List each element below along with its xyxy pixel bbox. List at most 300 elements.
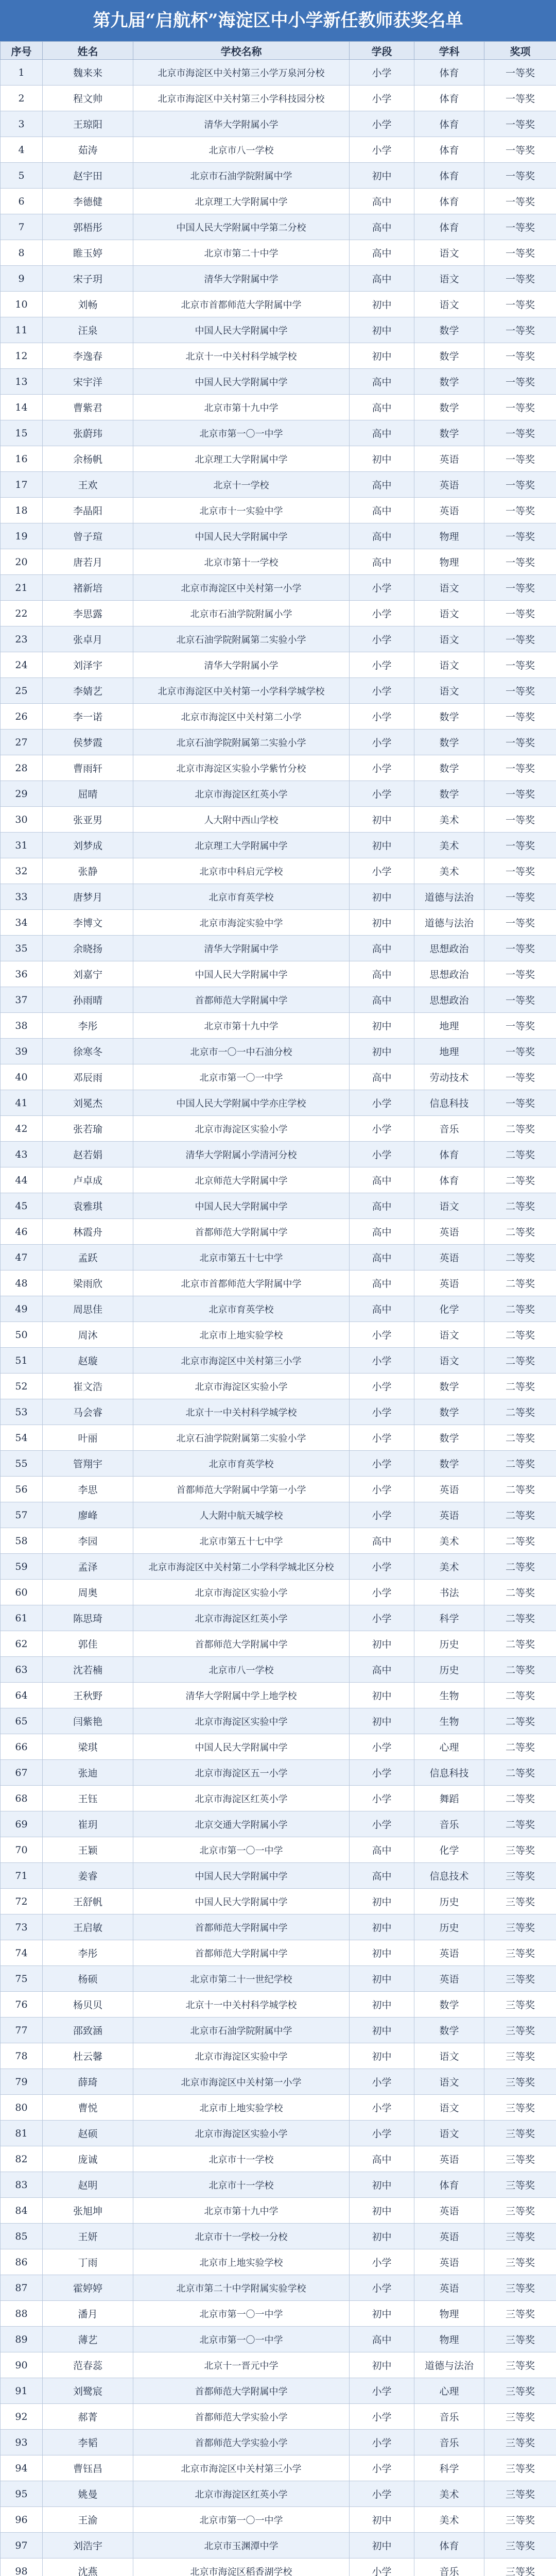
cell-number: 63 [1, 1657, 43, 1683]
cell-stage: 高中 [350, 1219, 414, 1245]
cell-award: 二等奖 [484, 1502, 556, 1528]
cell-school: 北京石油学院附属第二实验小学 [133, 1425, 350, 1451]
cell-subject: 道德与法治 [414, 910, 484, 936]
cell-stage: 小学 [350, 1116, 414, 1142]
cell-name: 张旭坤 [43, 2198, 133, 2224]
cell-name: 魏来来 [43, 60, 133, 86]
table-row [1, 1708, 556, 1734]
cell-stage: 高中 [350, 1245, 414, 1270]
cell-school: 北京市海淀区中关村第一小学 [133, 575, 350, 601]
cell-school: 北京市海淀区红英小学 [133, 781, 350, 807]
cell-stage: 高中 [350, 1863, 414, 1889]
cell-subject: 物理 [414, 549, 484, 575]
cell-subject: 思想政治 [414, 936, 484, 961]
cell-stage: 初中 [350, 1914, 414, 1940]
cell-school: 人大附中西山学校 [133, 807, 350, 833]
cell-subject: 地理 [414, 1013, 484, 1039]
cell-school: 北京市第一〇一中学 [133, 2327, 350, 2352]
cell-stage: 小学 [350, 137, 414, 163]
cell-award: 一等奖 [484, 343, 556, 369]
cell-stage: 初中 [350, 2198, 414, 2224]
cell-award: 一等奖 [484, 214, 556, 240]
cell-subject: 英语 [414, 1245, 484, 1270]
cell-award: 一等奖 [484, 60, 556, 86]
cell-subject: 语文 [414, 575, 484, 601]
cell-stage: 小学 [350, 626, 414, 652]
table-row [1, 936, 556, 961]
cell-award: 一等奖 [484, 369, 556, 395]
cell-subject: 美术 [414, 2507, 484, 2533]
cell-subject: 音乐 [414, 2430, 484, 2455]
cell-school: 北京市海淀区中关村第三小学万泉河分校 [133, 60, 350, 86]
cell-number: 91 [1, 2378, 43, 2404]
cell-name: 周沐 [43, 1322, 133, 1348]
cell-name: 管翔宇 [43, 1451, 133, 1477]
table-row [1, 2249, 556, 2275]
cell-school: 北京市海淀区中关村第二小学 [133, 704, 350, 730]
cell-school: 中国人民大学附属中学 [133, 1863, 350, 1889]
cell-school: 北京市首都师范大学附属中学 [133, 292, 350, 317]
cell-stage: 初中 [350, 343, 414, 369]
cell-subject: 数学 [414, 1451, 484, 1477]
table-row [1, 1657, 556, 1683]
cell-subject: 数学 [414, 1374, 484, 1399]
cell-stage: 高中 [350, 472, 414, 498]
cell-number: 10 [1, 292, 43, 317]
cell-award: 一等奖 [484, 189, 556, 214]
cell-name: 李园 [43, 1528, 133, 1554]
cell-stage: 小学 [350, 1734, 414, 1760]
cell-number: 64 [1, 1683, 43, 1708]
cell-school: 首都师范大学附属中学 [133, 1914, 350, 1940]
table-row [1, 1374, 556, 1399]
cell-subject: 美术 [414, 858, 484, 884]
cell-school: 北京市海淀区红英小学 [133, 1605, 350, 1631]
cell-number: 69 [1, 1811, 43, 1837]
cell-name: 李思 [43, 1477, 133, 1502]
cell-award: 二等奖 [484, 1477, 556, 1502]
table-row [1, 1296, 556, 1322]
cell-subject: 道德与法治 [414, 2352, 484, 2378]
cell-name: 薛琦 [43, 2069, 133, 2095]
cell-school: 北京石油学院附属第二实验小学 [133, 626, 350, 652]
cell-subject: 数学 [414, 317, 484, 343]
cell-stage: 高中 [350, 2327, 414, 2352]
cell-subject: 英语 [414, 2224, 484, 2249]
cell-name: 李逸春 [43, 343, 133, 369]
cell-number: 76 [1, 1992, 43, 2018]
cell-award: 一等奖 [484, 266, 556, 292]
table-row [1, 2533, 556, 2558]
cell-subject: 英语 [414, 2249, 484, 2275]
cell-subject: 生物 [414, 1708, 484, 1734]
cell-award: 三等奖 [484, 2327, 556, 2352]
table-row [1, 1116, 556, 1142]
cell-subject: 数学 [414, 755, 484, 781]
cell-stage: 高中 [350, 1657, 414, 1683]
cell-number: 65 [1, 1708, 43, 1734]
cell-award: 一等奖 [484, 1064, 556, 1090]
cell-number: 93 [1, 2430, 43, 2455]
cell-school: 北京市上地实验学校 [133, 2249, 350, 2275]
cell-name: 沈若楠 [43, 1657, 133, 1683]
cell-award: 一等奖 [484, 446, 556, 472]
cell-name: 李一诺 [43, 704, 133, 730]
header-number: 序号 [1, 42, 43, 60]
cell-stage: 初中 [350, 1992, 414, 2018]
cell-award: 三等奖 [484, 2018, 556, 2043]
cell-school: 北京十一中关村科学城学校 [133, 1399, 350, 1425]
cell-name: 梁雨欣 [43, 1270, 133, 1296]
cell-subject: 语文 [414, 292, 484, 317]
table-row [1, 1734, 556, 1760]
cell-school: 北京市海淀区实验小学 [133, 2121, 350, 2146]
cell-school: 清华大学附属中学 [133, 266, 350, 292]
cell-name: 徐寒冬 [43, 1039, 133, 1064]
cell-number: 32 [1, 858, 43, 884]
cell-stage: 高中 [350, 1167, 414, 1193]
cell-school: 北京市海淀区红英小学 [133, 2481, 350, 2507]
cell-number: 98 [1, 2558, 43, 2576]
cell-name: 王钰 [43, 1786, 133, 1811]
cell-award: 三等奖 [484, 2430, 556, 2455]
cell-name: 李韬 [43, 2430, 133, 2455]
header-stage: 学段 [350, 42, 414, 60]
cell-name: 潘月 [43, 2301, 133, 2327]
cell-subject: 英语 [414, 2275, 484, 2301]
cell-stage: 小学 [350, 1811, 414, 1837]
cell-stage: 小学 [350, 1142, 414, 1167]
cell-school: 北京市玉渊潭中学 [133, 2533, 350, 2558]
cell-award: 三等奖 [484, 2249, 556, 2275]
cell-subject: 英语 [414, 1502, 484, 1528]
table-row [1, 266, 556, 292]
cell-award: 三等奖 [484, 2301, 556, 2327]
table-row [1, 704, 556, 730]
cell-award: 二等奖 [484, 1425, 556, 1451]
cell-subject: 语文 [414, 240, 484, 266]
cell-school: 首都师范大学附属中学 [133, 2378, 350, 2404]
table-row [1, 1167, 556, 1193]
table-row [1, 1502, 556, 1528]
table-row [1, 420, 556, 446]
cell-award: 三等奖 [484, 2404, 556, 2430]
cell-subject: 音乐 [414, 2558, 484, 2576]
cell-school: 北京市石油学院附属中学 [133, 2018, 350, 2043]
cell-stage: 高中 [350, 1296, 414, 1322]
cell-stage: 小学 [350, 111, 414, 137]
cell-name: 王秋野 [43, 1683, 133, 1708]
cell-stage: 初中 [350, 807, 414, 833]
cell-subject: 书法 [414, 1580, 484, 1605]
cell-number: 28 [1, 755, 43, 781]
cell-school: 北京市海淀区实验小学紫竹分校 [133, 755, 350, 781]
cell-award: 一等奖 [484, 987, 556, 1013]
cell-school: 首都师范大学附属中学 [133, 1631, 350, 1657]
cell-name: 张亚男 [43, 807, 133, 833]
cell-stage: 高中 [350, 395, 414, 420]
cell-name: 程文帅 [43, 86, 133, 111]
table-row [1, 2455, 556, 2481]
cell-subject: 信息科技 [414, 1090, 484, 1116]
cell-award: 二等奖 [484, 1245, 556, 1270]
cell-name: 赵宇田 [43, 163, 133, 189]
cell-award: 二等奖 [484, 1116, 556, 1142]
cell-stage: 初中 [350, 446, 414, 472]
cell-subject: 数学 [414, 1425, 484, 1451]
cell-subject: 体育 [414, 2172, 484, 2198]
cell-number: 33 [1, 884, 43, 910]
cell-stage: 小学 [350, 2275, 414, 2301]
cell-number: 94 [1, 2455, 43, 2481]
cell-number: 16 [1, 446, 43, 472]
cell-name: 崔玥 [43, 1811, 133, 1837]
cell-subject: 语文 [414, 626, 484, 652]
cell-name: 侯梦霞 [43, 730, 133, 755]
table-header [1, 42, 556, 60]
cell-school: 北京市十一学校一分校 [133, 2224, 350, 2249]
table-row [1, 910, 556, 936]
cell-stage: 初中 [350, 163, 414, 189]
cell-school: 北京市首都师范大学附属中学 [133, 1270, 350, 1296]
table-row [1, 961, 556, 987]
cell-school: 北京市海淀区稻香湖学校 [133, 2558, 350, 2576]
cell-stage: 初中 [350, 1683, 414, 1708]
cell-number: 88 [1, 2301, 43, 2327]
table-row [1, 1786, 556, 1811]
table-row [1, 1760, 556, 1786]
table-row [1, 472, 556, 498]
cell-award: 二等奖 [484, 1322, 556, 1348]
cell-subject: 英语 [414, 446, 484, 472]
cell-name: 孟泽 [43, 1554, 133, 1580]
cell-number: 46 [1, 1219, 43, 1245]
cell-name: 赵若娟 [43, 1142, 133, 1167]
cell-number: 34 [1, 910, 43, 936]
table-row [1, 1322, 556, 1348]
table-row [1, 1683, 556, 1708]
table-row [1, 1554, 556, 1580]
cell-award: 二等奖 [484, 1554, 556, 1580]
table-row [1, 1889, 556, 1914]
cell-stage: 小学 [350, 2430, 414, 2455]
cell-number: 35 [1, 936, 43, 961]
cell-award: 一等奖 [484, 420, 556, 446]
cell-name: 余杨帆 [43, 446, 133, 472]
cell-number: 74 [1, 1940, 43, 1966]
cell-name: 林霞舟 [43, 1219, 133, 1245]
cell-award: 三等奖 [484, 2507, 556, 2533]
cell-number: 5 [1, 163, 43, 189]
cell-award: 一等奖 [484, 833, 556, 858]
cell-subject: 科学 [414, 2455, 484, 2481]
cell-school: 北京市第十九中学 [133, 2198, 350, 2224]
cell-number: 43 [1, 1142, 43, 1167]
cell-number: 73 [1, 1914, 43, 1940]
table-row [1, 1811, 556, 1837]
cell-stage: 初中 [350, 2507, 414, 2533]
cell-number: 47 [1, 1245, 43, 1270]
cell-number: 97 [1, 2533, 43, 2558]
cell-award: 一等奖 [484, 111, 556, 137]
cell-stage: 小学 [350, 1477, 414, 1502]
cell-stage: 小学 [350, 755, 414, 781]
table-row [1, 163, 556, 189]
cell-number: 87 [1, 2275, 43, 2301]
cell-number: 86 [1, 2249, 43, 2275]
cell-number: 52 [1, 1374, 43, 1399]
cell-number: 85 [1, 2224, 43, 2249]
table-row [1, 626, 556, 652]
cell-stage: 初中 [350, 1940, 414, 1966]
cell-stage: 小学 [350, 704, 414, 730]
cell-number: 59 [1, 1554, 43, 1580]
cell-number: 38 [1, 1013, 43, 1039]
cell-number: 30 [1, 807, 43, 833]
cell-award: 三等奖 [484, 2481, 556, 2507]
cell-school: 北京市石油学院附属中学 [133, 163, 350, 189]
cell-number: 83 [1, 2172, 43, 2198]
cell-subject: 数学 [414, 730, 484, 755]
cell-stage: 高中 [350, 1193, 414, 1219]
cell-subject: 数学 [414, 420, 484, 446]
cell-name: 茹涛 [43, 137, 133, 163]
cell-award: 二等奖 [484, 1811, 556, 1837]
cell-stage: 初中 [350, 1966, 414, 1992]
cell-stage: 小学 [350, 858, 414, 884]
cell-award: 三等奖 [484, 2198, 556, 2224]
cell-stage: 小学 [350, 781, 414, 807]
table-row [1, 2430, 556, 2455]
cell-stage: 高中 [350, 266, 414, 292]
table-row [1, 2172, 556, 2198]
table-row [1, 2043, 556, 2069]
cell-number: 27 [1, 730, 43, 755]
cell-name: 叶丽 [43, 1425, 133, 1451]
table-row [1, 2507, 556, 2533]
cell-number: 77 [1, 2018, 43, 2043]
cell-school: 北京市第二十中学附属实验学校 [133, 2275, 350, 2301]
cell-school: 北京市第二十一世纪学校 [133, 1966, 350, 1992]
cell-stage: 初中 [350, 317, 414, 343]
cell-school: 北京市第一〇一中学 [133, 1064, 350, 1090]
cell-number: 75 [1, 1966, 43, 1992]
cell-number: 18 [1, 498, 43, 523]
cell-stage: 小学 [350, 86, 414, 111]
cell-number: 58 [1, 1528, 43, 1554]
cell-subject: 体育 [414, 189, 484, 214]
cell-name: 赵明 [43, 2172, 133, 2198]
table-row [1, 1193, 556, 1219]
cell-stage: 高中 [350, 189, 414, 214]
cell-school: 北京市八一学校 [133, 137, 350, 163]
cell-award: 一等奖 [484, 781, 556, 807]
cell-stage: 高中 [350, 420, 414, 446]
page-title: 第九届“启航杯”海淀区中小学新任教师获奖名单 [0, 0, 556, 41]
table-row [1, 2198, 556, 2224]
cell-school: 中国人民大学附属中学 [133, 1734, 350, 1760]
cell-stage: 小学 [350, 2455, 414, 2481]
cell-stage: 高中 [350, 2146, 414, 2172]
cell-name: 姚曼 [43, 2481, 133, 2507]
cell-subject: 历史 [414, 1889, 484, 1914]
table-row [1, 446, 556, 472]
cell-number: 19 [1, 523, 43, 549]
cell-number: 62 [1, 1631, 43, 1657]
cell-number: 72 [1, 1889, 43, 1914]
cell-award: 三等奖 [484, 2095, 556, 2121]
cell-number: 48 [1, 1270, 43, 1296]
cell-award: 一等奖 [484, 730, 556, 755]
cell-name: 曾子瑄 [43, 523, 133, 549]
cell-award: 二等奖 [484, 1605, 556, 1631]
cell-stage: 小学 [350, 1451, 414, 1477]
cell-number: 29 [1, 781, 43, 807]
cell-award: 三等奖 [484, 1889, 556, 1914]
cell-stage: 小学 [350, 1374, 414, 1399]
cell-school: 北京市海淀区中关村第二小学科学城北区分校 [133, 1554, 350, 1580]
table-row [1, 2327, 556, 2352]
cell-number: 79 [1, 2069, 43, 2095]
cell-subject: 科学 [414, 1605, 484, 1631]
cell-number: 9 [1, 266, 43, 292]
cell-name: 刘梦成 [43, 833, 133, 858]
cell-award: 一等奖 [484, 1039, 556, 1064]
cell-number: 44 [1, 1167, 43, 1193]
cell-award: 三等奖 [484, 2043, 556, 2069]
cell-subject: 美术 [414, 833, 484, 858]
cell-name: 王妍 [43, 2224, 133, 2249]
cell-award: 一等奖 [484, 575, 556, 601]
cell-school: 北京市一〇一中石油分校 [133, 1039, 350, 1064]
cell-subject: 体育 [414, 214, 484, 240]
cell-name: 张卓月 [43, 626, 133, 652]
cell-stage: 小学 [350, 1425, 414, 1451]
cell-name: 褚新培 [43, 575, 133, 601]
cell-number: 8 [1, 240, 43, 266]
cell-name: 赵硕 [43, 2121, 133, 2146]
cell-stage: 小学 [350, 1580, 414, 1605]
cell-stage: 高中 [350, 936, 414, 961]
cell-award: 一等奖 [484, 549, 556, 575]
cell-school: 清华大学附属小学 [133, 111, 350, 137]
table-row [1, 317, 556, 343]
cell-number: 49 [1, 1296, 43, 1322]
cell-subject: 英语 [414, 1966, 484, 1992]
cell-subject: 化学 [414, 1837, 484, 1863]
cell-award: 二等奖 [484, 1348, 556, 1374]
cell-number: 54 [1, 1425, 43, 1451]
cell-stage: 小学 [350, 2481, 414, 2507]
cell-subject: 数学 [414, 704, 484, 730]
cell-stage: 初中 [350, 1039, 414, 1064]
cell-award: 二等奖 [484, 1296, 556, 1322]
cell-school: 中国人民大学附属中学 [133, 317, 350, 343]
cell-number: 60 [1, 1580, 43, 1605]
cell-number: 84 [1, 2198, 43, 2224]
cell-stage: 初中 [350, 1013, 414, 1039]
cell-award: 二等奖 [484, 1167, 556, 1193]
cell-award: 三等奖 [484, 2069, 556, 2095]
cell-subject: 信息技术 [414, 1863, 484, 1889]
cell-school: 北京市上地实验学校 [133, 1322, 350, 1348]
cell-stage: 初中 [350, 1708, 414, 1734]
cell-name: 王渝 [43, 2507, 133, 2533]
cell-name: 汪泉 [43, 317, 133, 343]
table-row [1, 987, 556, 1013]
cell-stage: 初中 [350, 2301, 414, 2327]
cell-award: 一等奖 [484, 523, 556, 549]
